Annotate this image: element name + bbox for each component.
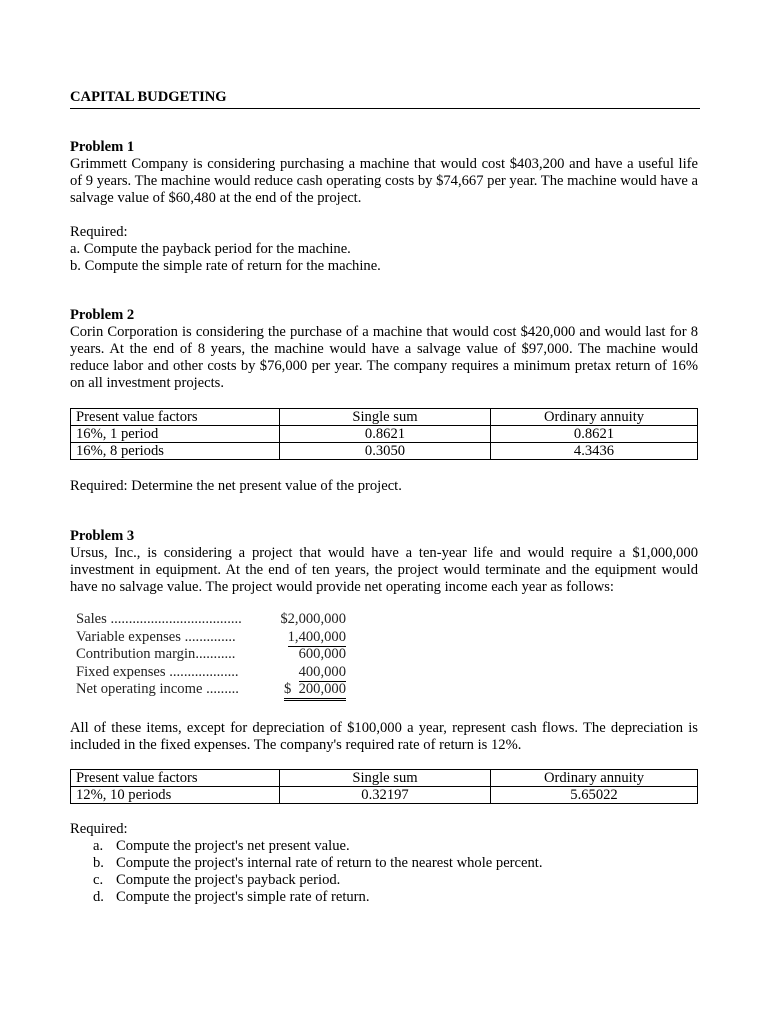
table-cell: 0.32197 [280, 787, 491, 804]
list-item [93, 889, 543, 906]
table-header-cell: Single sum [280, 409, 491, 426]
problem-3-required-label: Required: [70, 821, 128, 837]
income-row-variable-expenses [76, 629, 346, 647]
income-statement [76, 611, 346, 699]
income-value: 400,000 [298, 663, 346, 680]
table-header-cell: Ordinary annuity [491, 409, 698, 426]
income-value: $ 200,000 [284, 681, 346, 701]
table-header-row [71, 409, 698, 426]
income-value: 1,400,000 [287, 628, 346, 645]
income-row-fixed-expenses [76, 664, 346, 682]
list-item [93, 872, 543, 889]
table-row [71, 426, 698, 443]
list-item-text: Compute the project's net present value. [116, 838, 350, 854]
table-header-cell: Ordinary annuity [491, 770, 698, 787]
problem-1 [70, 139, 698, 207]
table-cell: 16%, 1 period [71, 426, 280, 443]
problem-1-required [70, 224, 698, 275]
problem-2-heading: Problem 2 [70, 307, 135, 323]
problem-3 [70, 528, 698, 596]
problem-1-required-b: b. Compute the simple rate of return for the machine. [70, 258, 381, 274]
list-marker: d. [93, 889, 104, 905]
problem-3-pv-table [70, 769, 698, 804]
problem-3-text-2-block [70, 720, 698, 754]
problem-3-text-2: All of these items, except for depreciation of $100,000 a year, represent cash flows. The depreciation is included in the fixed expenses. The company's required rate of return is 12%. [70, 720, 698, 753]
list-item-text: Compute the project's payback period. [116, 872, 341, 888]
problem-1-required-a: a. Compute the payback period for the machine. [70, 241, 351, 257]
problem-2-required [70, 478, 698, 495]
table-cell: 0.3050 [280, 443, 491, 460]
income-label: Fixed expenses ................... [76, 663, 239, 680]
income-label: Sales .................................... [76, 611, 242, 627]
problem-3-text: Ursus, Inc., is considering a project that would have a ten-year life and would require a $1,000,000 investment in equipment. At the end of ten years, the project would terminate and the equipment would have no salvage value. The project would provide net operating income each year as follows: [70, 545, 698, 595]
income-label: Variable expenses .............. [76, 628, 236, 645]
problem-3-required-list [93, 838, 543, 906]
table-header-cell: Present value factors [71, 409, 280, 426]
problem-1-text: Grimmett Company is considering purchasing a machine that would cost $403,200 and have a useful life of 9 years. The machine would reduce cash operating costs by $74,667 per year. The machine would have a salvage value of $60,480 at the end of the project. [70, 156, 699, 206]
list-marker: a. [93, 838, 104, 854]
problem-2-text: Corin Corporation is considering the purchase of a machine that would cost $420,000 and would last for 8 years. At the end of 8 years, the machine would have a salvage value of $97,000. The machine would reduce labor and other costs by $76,000 per year. The company requires a minimum pretax return of 16% on all investment projects. [70, 324, 698, 391]
list-item-text: Compute the project's internal rate of return to the nearest whole percent. [116, 855, 543, 871]
income-label: Contribution margin........... [76, 646, 236, 662]
table-row [71, 443, 698, 460]
table-cell: 5.65022 [491, 787, 698, 804]
table-header-cell: Single sum [280, 770, 491, 787]
income-row-net-operating-income [76, 681, 346, 699]
income-label: Net operating income ......... [76, 681, 239, 697]
table-cell: 12%, 10 periods [71, 787, 280, 804]
income-value: 600,000 [298, 646, 346, 662]
table-cell: 4.3436 [491, 443, 698, 460]
table-cell: 0.8621 [491, 426, 698, 443]
table-header-row [71, 770, 698, 787]
table-row [71, 787, 698, 804]
income-row-contribution-margin [76, 646, 346, 664]
list-marker: b. [93, 855, 104, 871]
list-item [93, 855, 543, 872]
income-value: $2,000,000 [280, 611, 346, 627]
problem-3-required [70, 821, 698, 838]
table-header-cell: Present value factors [71, 770, 280, 787]
list-item [93, 838, 543, 855]
problem-3-heading: Problem 3 [70, 528, 135, 544]
list-item-text: Compute the project's simple rate of return. [116, 889, 370, 905]
problem-1-heading: Problem 1 [70, 139, 135, 155]
table-cell: 16%, 8 periods [71, 443, 280, 460]
problem-2-required-text: Required: Determine the net present value of the project. [70, 478, 402, 494]
table-cell: 0.8621 [280, 426, 491, 443]
list-marker: c. [93, 872, 104, 888]
problem-1-required-label: Required: [70, 224, 128, 240]
problem-2 [70, 307, 698, 392]
document-title: CAPITAL BUDGETING [70, 89, 700, 109]
income-row-sales [76, 611, 346, 629]
problem-2-pv-table [70, 408, 698, 460]
